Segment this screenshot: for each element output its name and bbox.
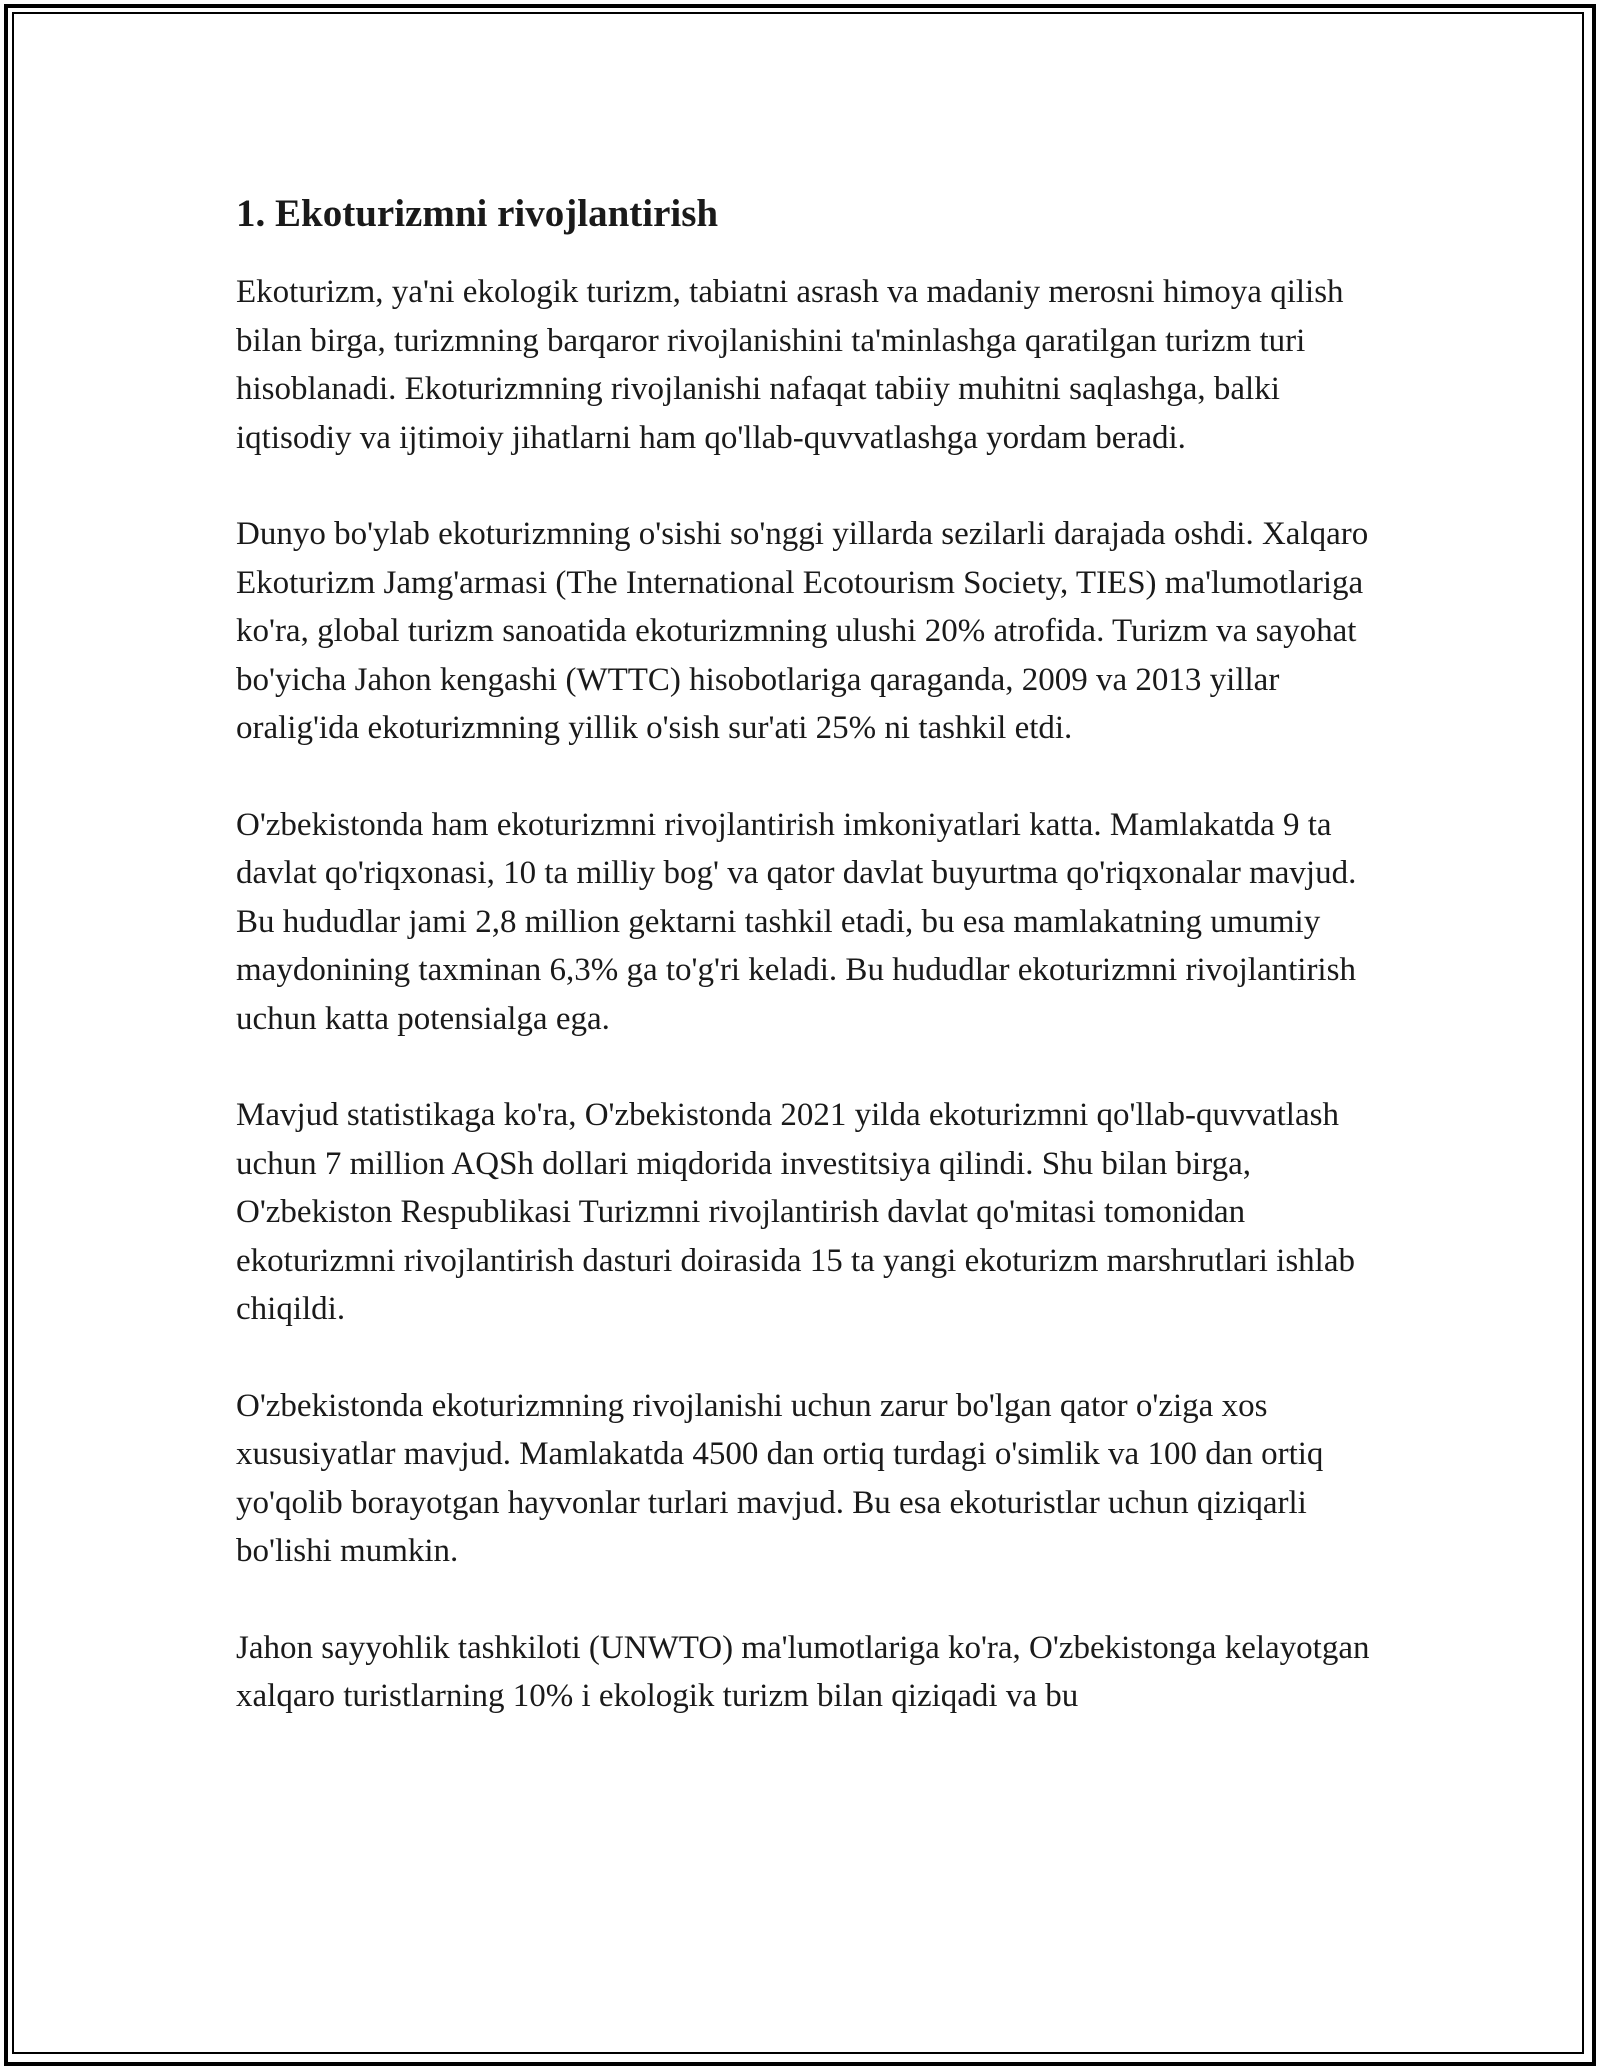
paragraph: Dunyo bo'ylab ekoturizmning o'sishi so'nggi yillarda sezilarli darajada oshdi. Xalqaro Ekoturizm Jamg'armasi (The International Ecotourism Society, TIES) ma'lumotlariga ko'ra, global turizm sanoatida ekoturizmning ulushi 20% atrofida. Turizm va sayohat bo'yicha Jahon kengashi (WTTC) hisobotlariga qaraganda, 2009 va 2013 yillar oralig'ida ekoturizmning yillik o'sish sur'ati 25% ni tashkil etdi. bbox=[236, 516, 1369, 746]
paragraph: Ekoturizm, ya'ni ekologik turizm, tabiatni asrash va madaniy merosni himoya qilish bilan birga, turizmning barqaror rivojlanishini ta'minlashga qaratilgan turizm turi hisoblanadi. Ekoturizmning rivojlanishi nafaqat tabiiy muhitni saqlashga, balki iqtisodiy va ijtimoiy jihatlarni ham qo'llab-quvvatlashga yordam beradi. bbox=[236, 274, 1344, 456]
section-heading: 1. Ekoturizmni rivojlantirish bbox=[236, 192, 719, 235]
paragraph: Mavjud statistikaga ko'ra, O'zbekistonda 2021 yilda ekoturizmni qo'llab-quvvatlash uchun 7 million AQSh dollari miqdorida investitsiya qilindi. Shu bilan birga, O'zbekiston Respublikasi Turizmni rivojlantirish davlat qo'mitasi tomonidan ekoturizmni rivojlantirish dasturi doirasida 15 ta yangi ekoturizm marshrutlari ishlab chiqildi. bbox=[236, 1097, 1355, 1327]
paragraph: Jahon sayyohlik tashkiloti (UNWTO) ma'lumotlariga ko'ra, O'zbekistonga kelayotgan xalqaro turistlarning 10% i ekologik turizm bilan qiziqadi va bu bbox=[236, 1629, 1370, 1714]
paragraph: O'zbekistonda ekoturizmning rivojlanishi uchun zarur bo'lgan qator o'ziga xos xususiyatlar mavjud. Mamlakatda 4500 dan ortiq turdagi o'simlik va 100 dan ortiq yo'qolib borayotgan hayvonlar turlari mavjud. Bu esa ekoturistlar uchun qiziqarli bo'lishi mumkin. bbox=[236, 1387, 1324, 1569]
document-body bbox=[236, 186, 1376, 1769]
paragraph: O'zbekistonda ham ekoturizmni rivojlantirish imkoniyatlari katta. Mamlakatda 9 ta davlat qo'riqxonasi, 10 ta milliy bog' va qator davlat buyurtma qo'riqxonalar mavjud. Bu hududlar jami 2,8 million gektarni tashkil etadi, bu esa mamlakatning umumiy maydonining taxminan 6,3% ga to'g'ri keladi. Bu hududlar ekoturizmni rivojlantirish uchun katta potensialga ega. bbox=[236, 806, 1357, 1037]
